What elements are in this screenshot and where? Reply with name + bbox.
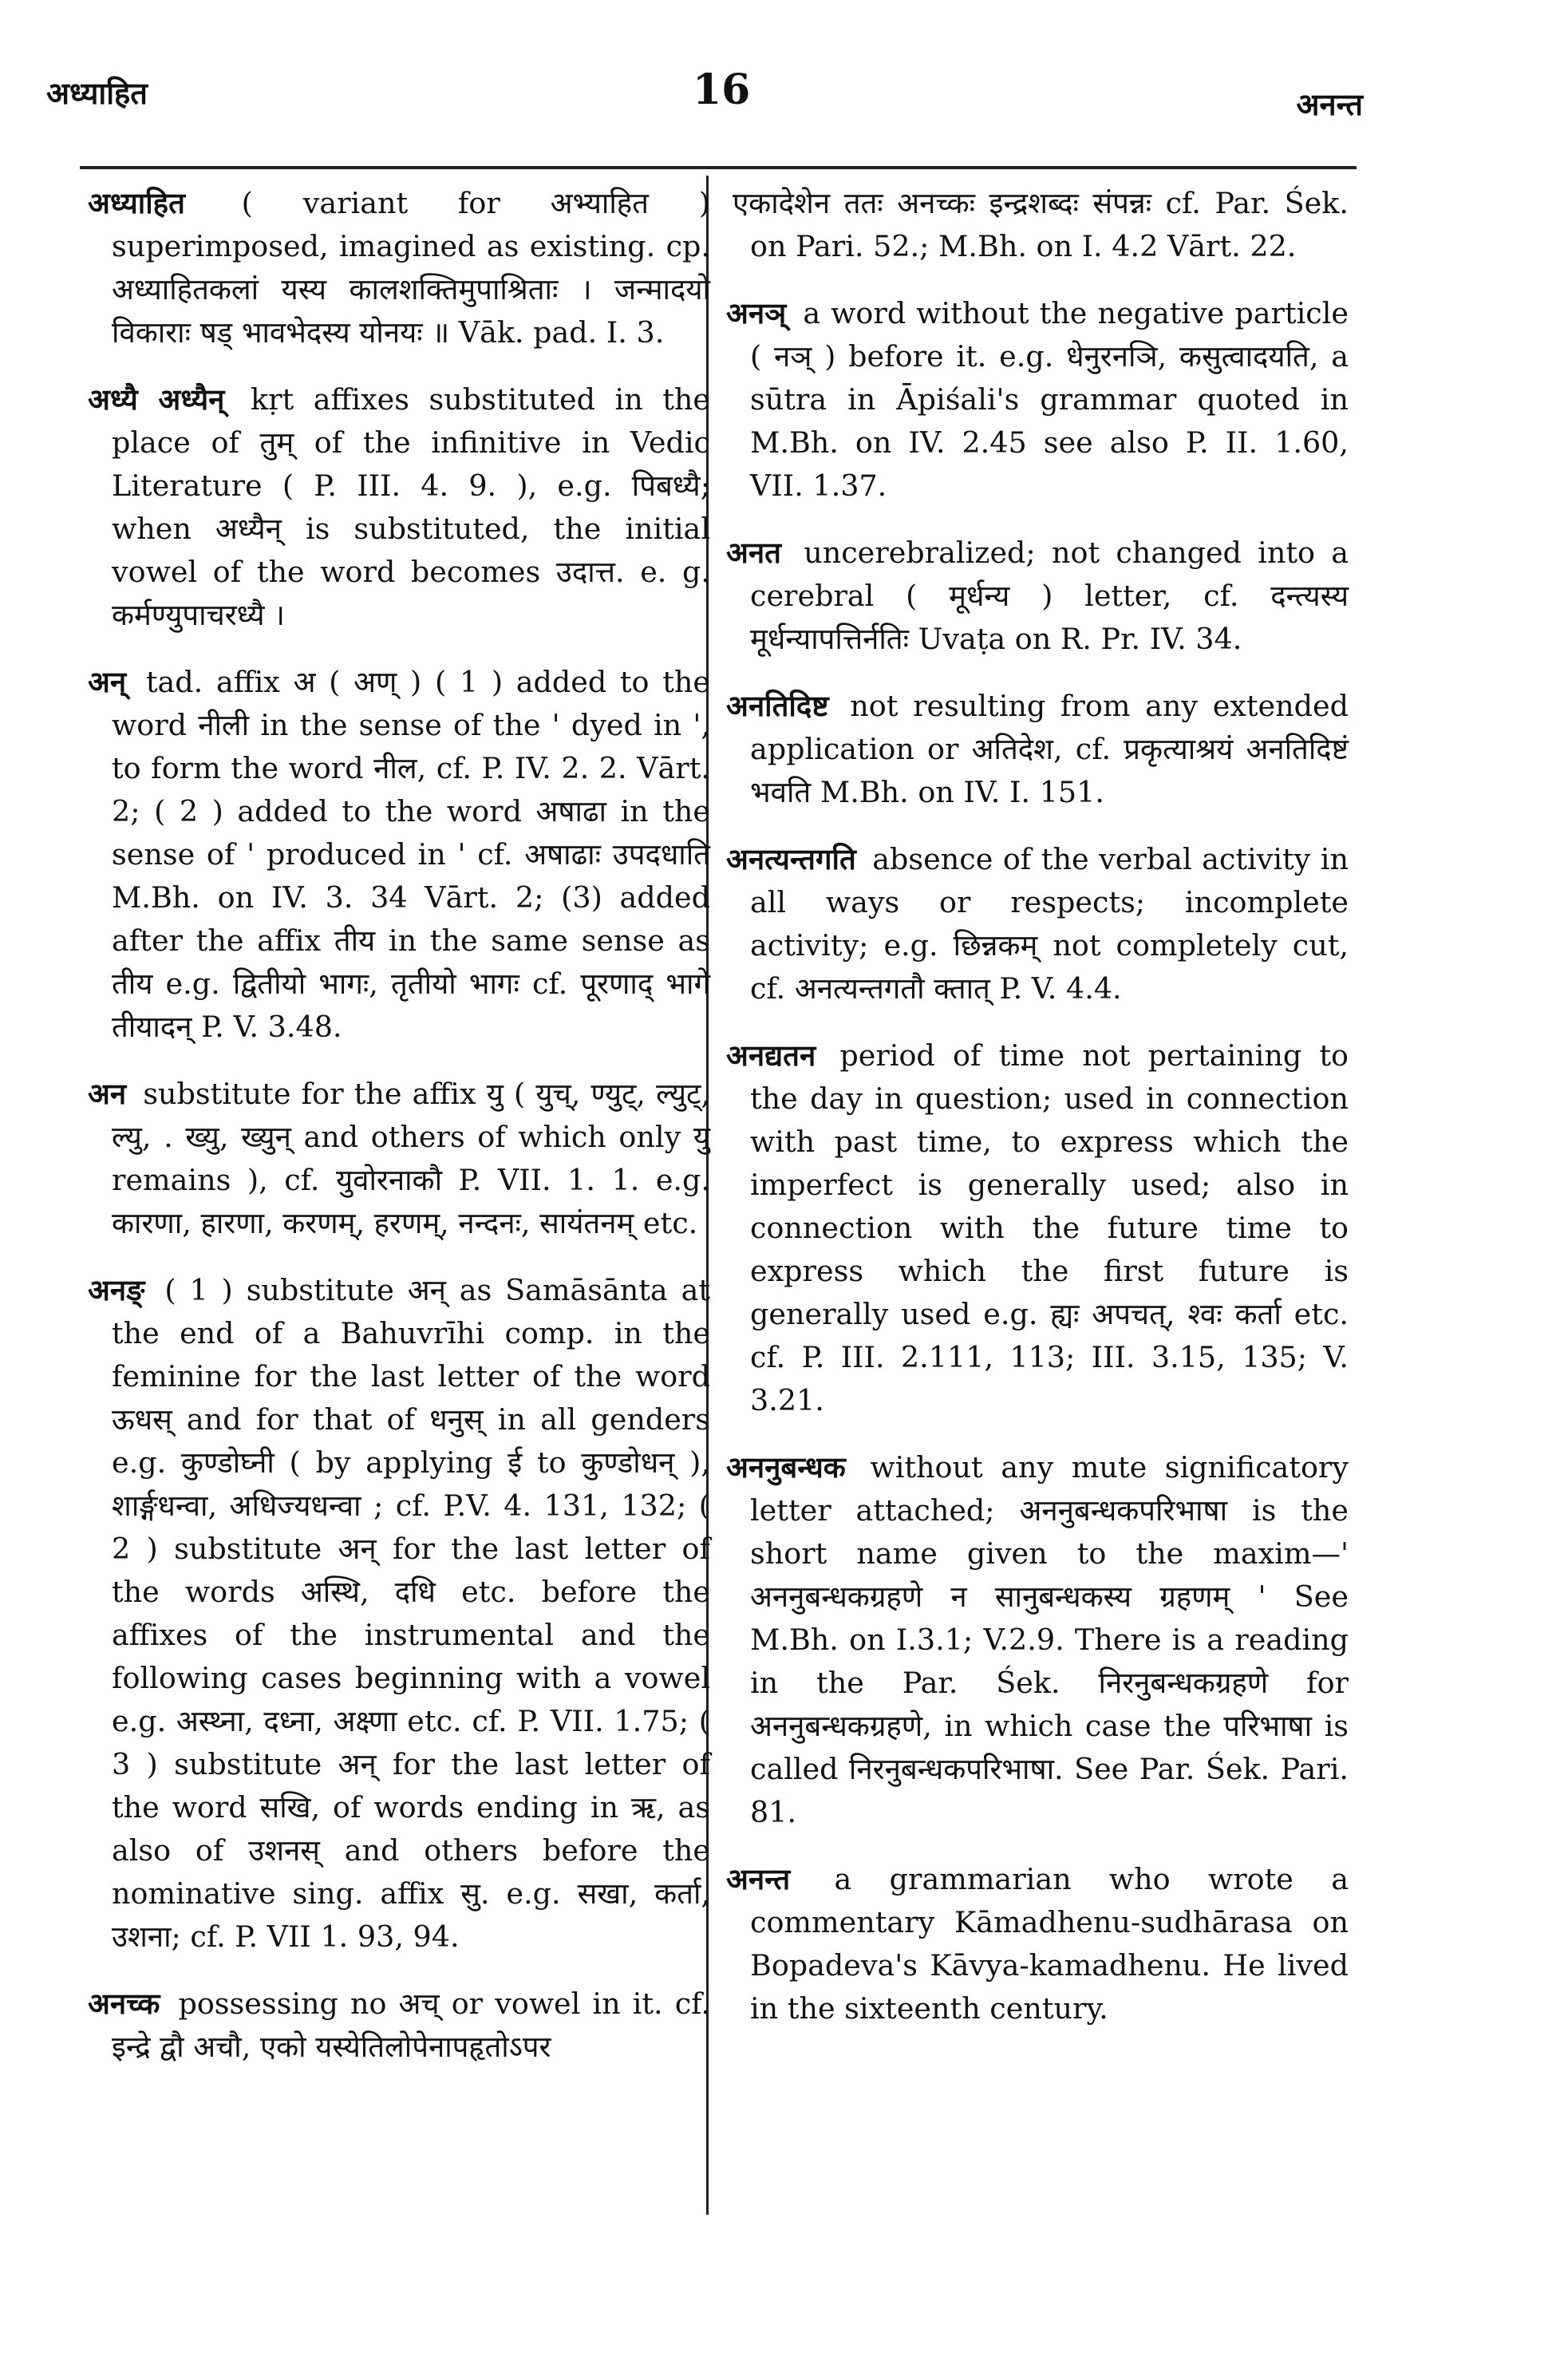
- entry-definition: without any mute significatory letter attached; अननुबन्धकपरिभाषा is the short name given to the maxim—' अननुबन्धकग्रहणे न सानुबन्धकस्य ग्रहणम् ' See M.Bh. on I.3.1; V.2.9. There is a reading in the Par. Śek. निरनुबन्धकग्रहणे for अननुबन्धकग्रहणे, in which case the परिभाषा is called निरनुबन्धकपरिभाषा. See Par. Śek. Pari. 81.: [750, 1450, 1349, 1829]
- entry-definition: uncerebralized; not changed into a cerebral ( मूर्धन्य ) letter, cf. दन्त्यस्य मूर्धन्यापत्तिर्नतिः Uvaṭa on R. Pr. IV. 34.: [750, 536, 1349, 656]
- entry-ana: [88, 1073, 710, 1245]
- header-rule: [80, 166, 1357, 169]
- entry-headword: अननुबन्धक: [726, 1450, 846, 1484]
- entry-definition: a word without the negative particle ( नञ् ) before it. e.g. धेनुरनञि, कसुत्वादयति, a sūtra in Āpiśali's grammar quoted in M.Bh. on IV. 2.45 see also P. II. 1.60, VII. 1.37.: [750, 296, 1349, 503]
- right-column: [726, 182, 1349, 2054]
- entry-ananubandhaka: [726, 1446, 1349, 1834]
- entry-anata: [726, 532, 1349, 661]
- entry-headword: अनच्क: [88, 1986, 160, 2021]
- entry-definition: substitute for the affix यु ( युच्, ण्युट्, ल्युट्, ल्यु, . ख्यु, ख्युन् and others of which only यु remains ), cf. युवोरनाकौ P. VII. 1. 1. e.g. कारणा, हारणा, करणम्, हरणम्, नन्दनः, सायंतनम् etc.: [112, 1077, 710, 1240]
- entry-adhyahita: [88, 182, 710, 354]
- entry-anatyantagati: [726, 838, 1349, 1010]
- entry-definition: period of time not pertaining to the day in question; used in connection with past time, to express which the imperfect is generally used; also in connection with the future time to express which the first future is generally used e.g. ह्यः अपचत्, श्वः कर्ता etc. cf. P. III. 2.111, 113; III. 3.15, 135; V. 3.21.: [750, 1038, 1349, 1417]
- entry-anan-nan: [726, 292, 1349, 508]
- entry-anacka: [88, 1983, 710, 2069]
- entry-headword: अनञ्: [726, 296, 787, 330]
- entry-definition: not resulting from any extended application or अतिदेश, cf. प्रकृत्याश्रयं अनतिदिष्टं भवति M.Bh. on IV. I. 151.: [750, 689, 1349, 809]
- page-number: 16: [693, 65, 751, 114]
- entry-an: [88, 661, 710, 1049]
- entry-definition: a grammarian who wrote a commentary Kāmadhenu-sudhārasa on Bopadeva's Kāvya-kamadhenu. He lived in the sixteenth century.: [750, 1862, 1349, 2026]
- entry-headword: अनद्यतन: [726, 1038, 816, 1073]
- entry-definition: absence of the verbal activity in all ways or respects; incomplete activity; e.g. छिन्नकम् not completely cut, cf. अनत्यन्तगतौ क्तात् P. V. 4.4.: [750, 842, 1349, 1006]
- entry-anan: [88, 1269, 710, 1959]
- entry-headword: अध्याहित: [88, 186, 185, 220]
- entry-headword: अध्यै अध्यैन्: [88, 382, 225, 417]
- entry-headword: अनङ्: [88, 1273, 145, 1307]
- entry-ananta: [726, 1858, 1349, 2030]
- entry-headword: अनत: [726, 536, 781, 570]
- head-right-guide-word: अनन्त: [1296, 86, 1363, 122]
- entry-definition: possessing no अच् or vowel in it. cf. इन्द्रे द्वौ अचौ, एको यस्येतिलोपेनापहृतोऽपर: [112, 1986, 710, 2064]
- entry-headword: अनतिदिष्ट: [726, 689, 829, 723]
- entry-definition: tad. affix अ ( अण् ) ( 1 ) added to the word नीली in the sense of the ' dyed in ', to form the word नील, cf. P. IV. 2. 2. Vārt. 2; ( 2 ) added to the word अषाढा in the sense of ' produced in ' cf. अषाढाः उपदधाति M.Bh. on IV. 3. 34 Vārt. 2; (3) added after the affix तीय in the same sense as तीय e.g. द्वितीयो भागः, तृतीयो भागः cf. पूरणाद् भागे तीयादन् P. V. 3.48.: [112, 665, 710, 1044]
- entry-anadyatana: [726, 1034, 1349, 1422]
- entry-definition: ( variant for अभ्याहित ) superimposed, imagined as existing. cp. अध्याहितकलां यस्य कालशक्तिमुपाश्रिताः । जन्मादयो विकाराः षड् भावभेदस्य योनयः ॥ Vāk. pad. I. 3.: [112, 186, 710, 350]
- entry-definition: kṛt affixes substituted in the place of तुम् of the infinitive in Vedic Literature ( P. III. 4. 9. ), e.g. पिबध्यै; when अध्यैन् is substituted, the initial vowel of the word becomes उदात्त. e. g. कर्मण्युपाचरध्यै ।: [112, 382, 711, 632]
- entry-definition: एकादेशेन ततः अनच्कः इन्द्रशब्दः संपन्नः cf. Par. Śek. on Pari. 52.; M.Bh. on I. 4.2 Vārt. 22.: [733, 186, 1349, 263]
- entry-headword: अन: [88, 1077, 127, 1111]
- head-left-guide-word: अध्याहित: [46, 75, 148, 111]
- entry-headword: अनत्यन्तगति: [726, 842, 856, 876]
- entry-definition: ( 1 ) substitute अन् as Samāsānta at the end of a Bahuvrīhi comp. in the feminine for the last letter of the word ऊधस् and for that of धनुस् in all genders e.g. कुण्डोघ्नी ( by applying ई to कुण्डोधन् ), शार्ङ्गधन्वा, अधिज्यधन्वा ; cf. P.V. 4. 131, 132; ( 2 ) substitute अन् for the last letter of the words अस्थि, दधि etc. before the affixes of the instrumental and the following cases beginning with a vowel e.g. अस्थ्ना, दध्ना, अक्ष्णा etc. cf. P. VII. 1.75; ( 3 ) substitute अन् for the last letter of the word सखि, of words ending in ऋ, as also of उशनस् and others before the nominative sing. affix सु. e.g. सखा, कर्ता, उशना; cf. P. VII 1. 93, 94.: [112, 1273, 711, 1954]
- entry-continuation: [726, 182, 1349, 268]
- entry-anatidishta: [726, 685, 1349, 814]
- entry-headword: अन्: [88, 665, 127, 699]
- left-column: [88, 182, 710, 2093]
- running-head: [46, 65, 1363, 121]
- entry-headword: अनन्त: [726, 1862, 791, 1896]
- entry-adhyai: [88, 378, 710, 637]
